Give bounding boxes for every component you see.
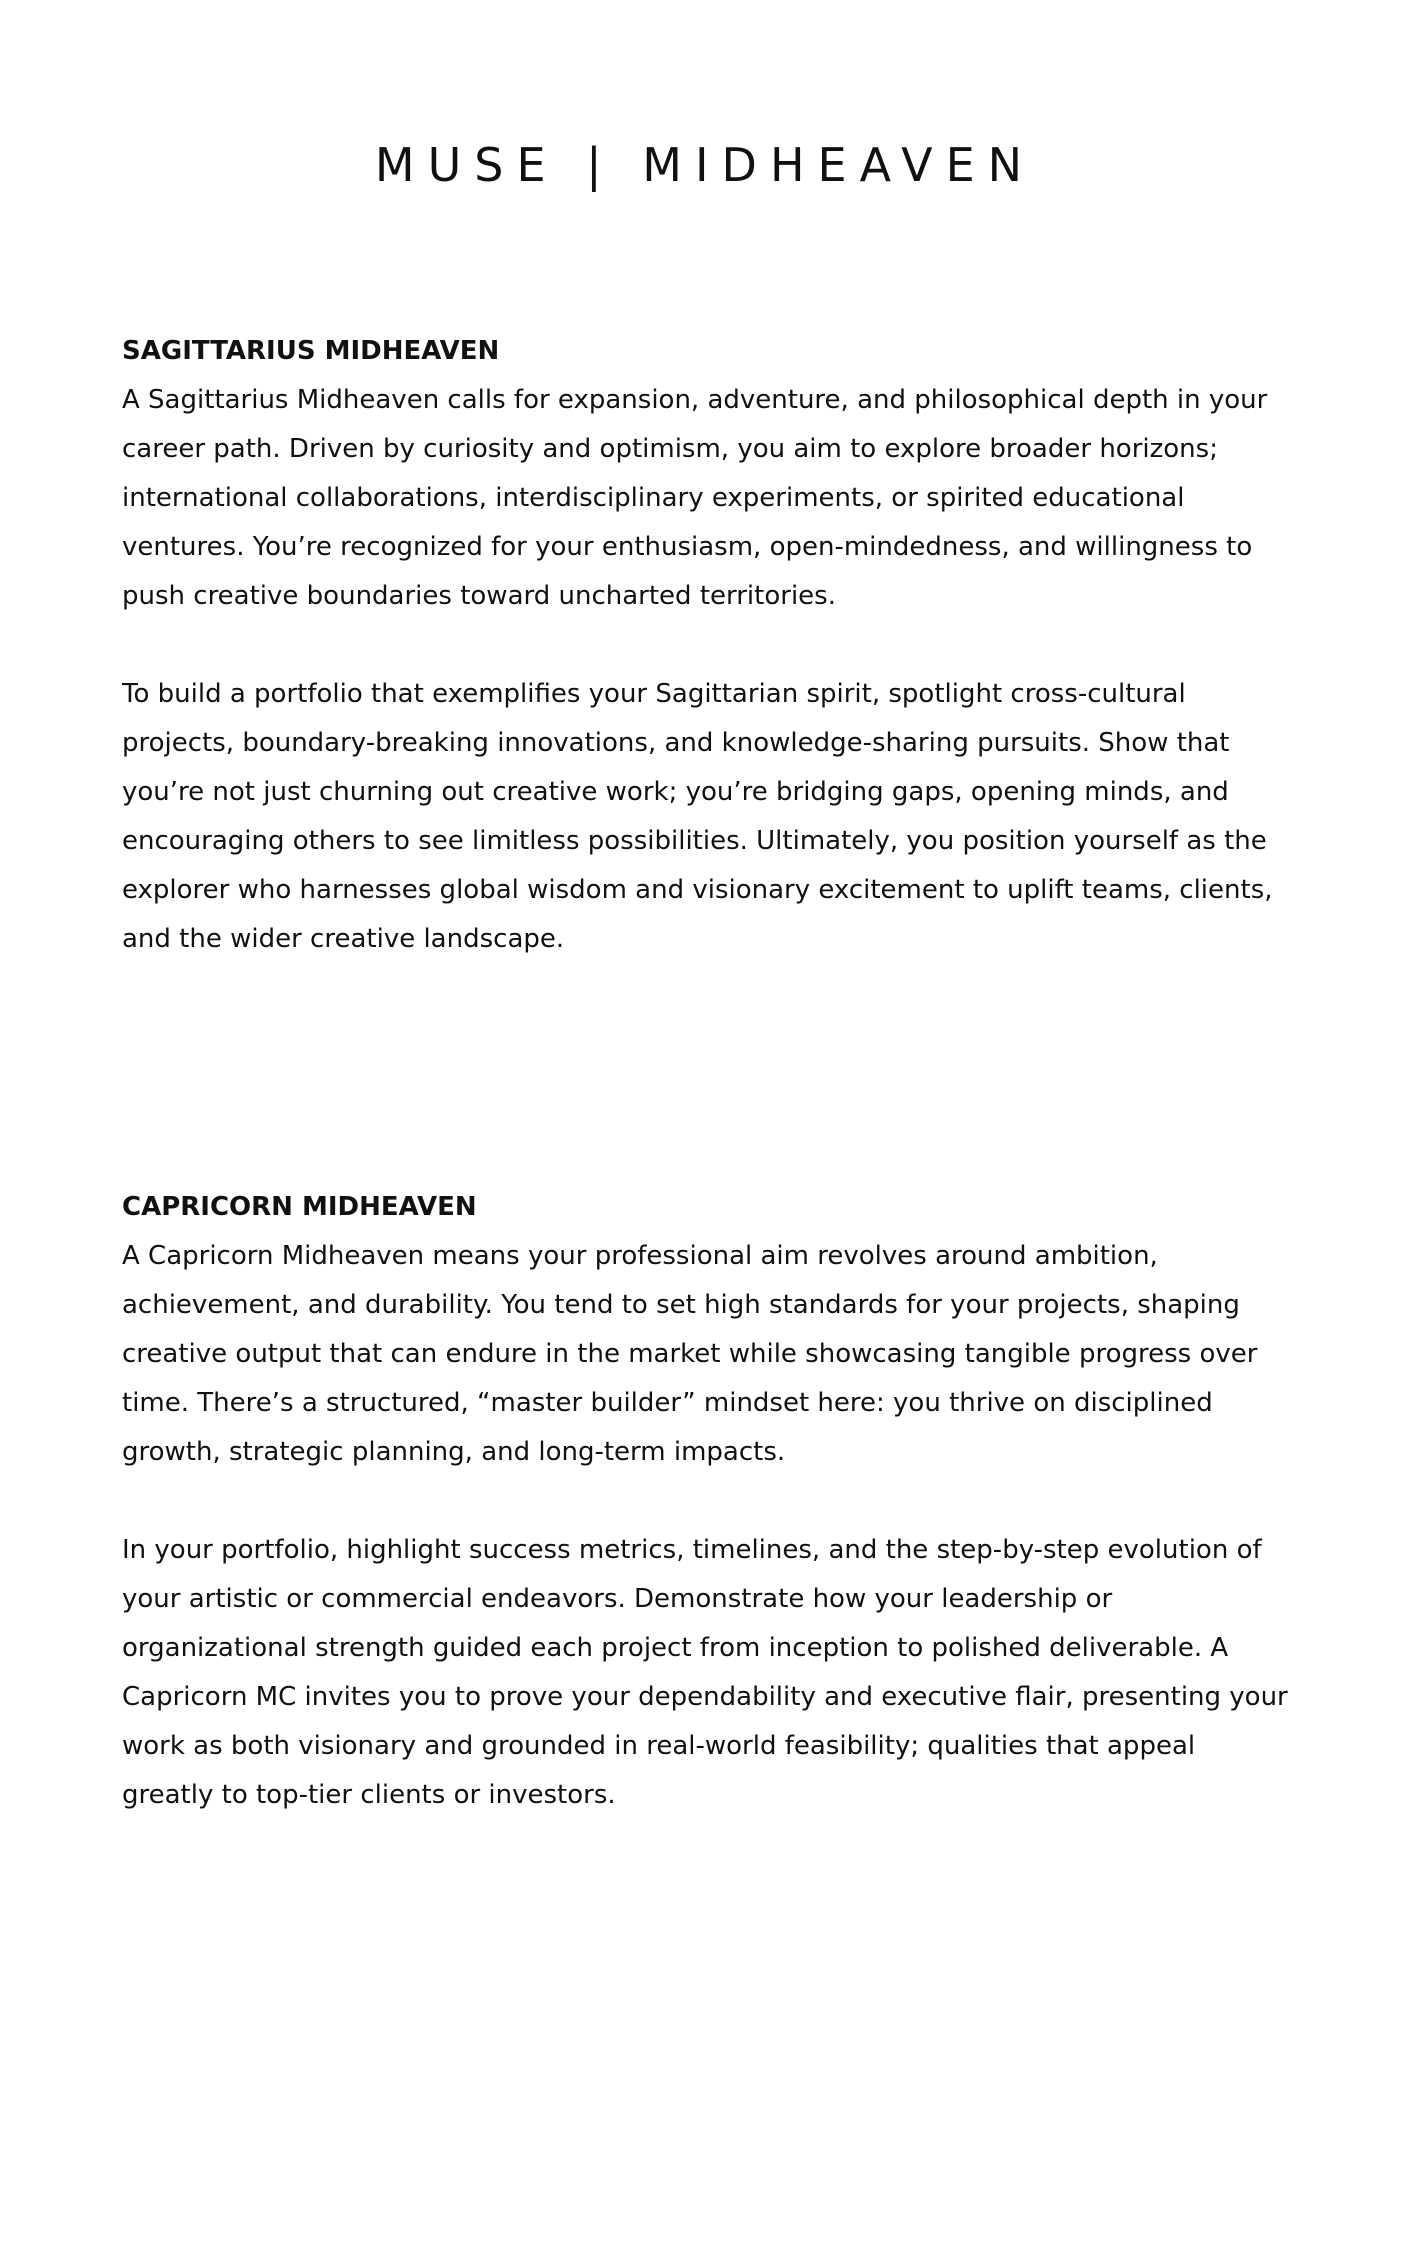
section-heading: SAGITTARIUS MIDHEAVEN bbox=[122, 336, 500, 366]
section-heading: CAPRICORN MIDHEAVEN bbox=[122, 1192, 477, 1222]
section-sagittarius-midheaven bbox=[122, 327, 1292, 964]
section-paragraph: A Sagittarius Midheaven calls for expansion, adventure, and philosophical depth in your career path. Driven by curiosity and optimism, you aim to explore broader horizons; international collaborations, interdisciplinary experiments, or spirited educational ventures. You’re recognized for your enthusiasm, open-mindedness, and willingness to push creative boundaries toward uncharted territories. bbox=[122, 385, 1268, 611]
section-paragraph: To build a portfolio that exemplifies your Sagittarian spirit, spotlight cross-cultural projects, boundary-breaking innovations, and knowledge-sharing pursuits. Show that you’re not just churning out creative work; you’re bridging gaps, opening minds, and encouraging others to see limitless possibilities. Ultimately, you position yourself as the explorer who harnesses global wisdom and visionary excitement to uplift teams, clients, and the wider creative landscape. bbox=[122, 679, 1273, 954]
section-paragraph: A Capricorn Midheaven means your professional aim revolves around ambition, achievement, and durability. You tend to set high standards for your projects, shaping creative output that can endure in the market while showcasing tangible progress over time. There’s a structured, “master builder” mindset here: you thrive on disciplined growth, strategic planning, and long-term impacts. bbox=[122, 1241, 1258, 1467]
section-capricorn-midheaven bbox=[122, 1183, 1292, 1820]
page-title: MUSE | MIDHEAVEN bbox=[374, 138, 1036, 192]
section-paragraph: In your portfolio, highlight success metrics, timelines, and the step-by-step evolution of your artistic or commercial endeavors. Demonstrate how your leadership or organizational strength guided each project from inception to polished deliverable. A Capricorn MC invites you to prove your dependability and executive flair, presenting your work as both visionary and grounded in real-world feasibility; qualities that appeal greatly to top-tier clients or investors. bbox=[122, 1535, 1288, 1810]
